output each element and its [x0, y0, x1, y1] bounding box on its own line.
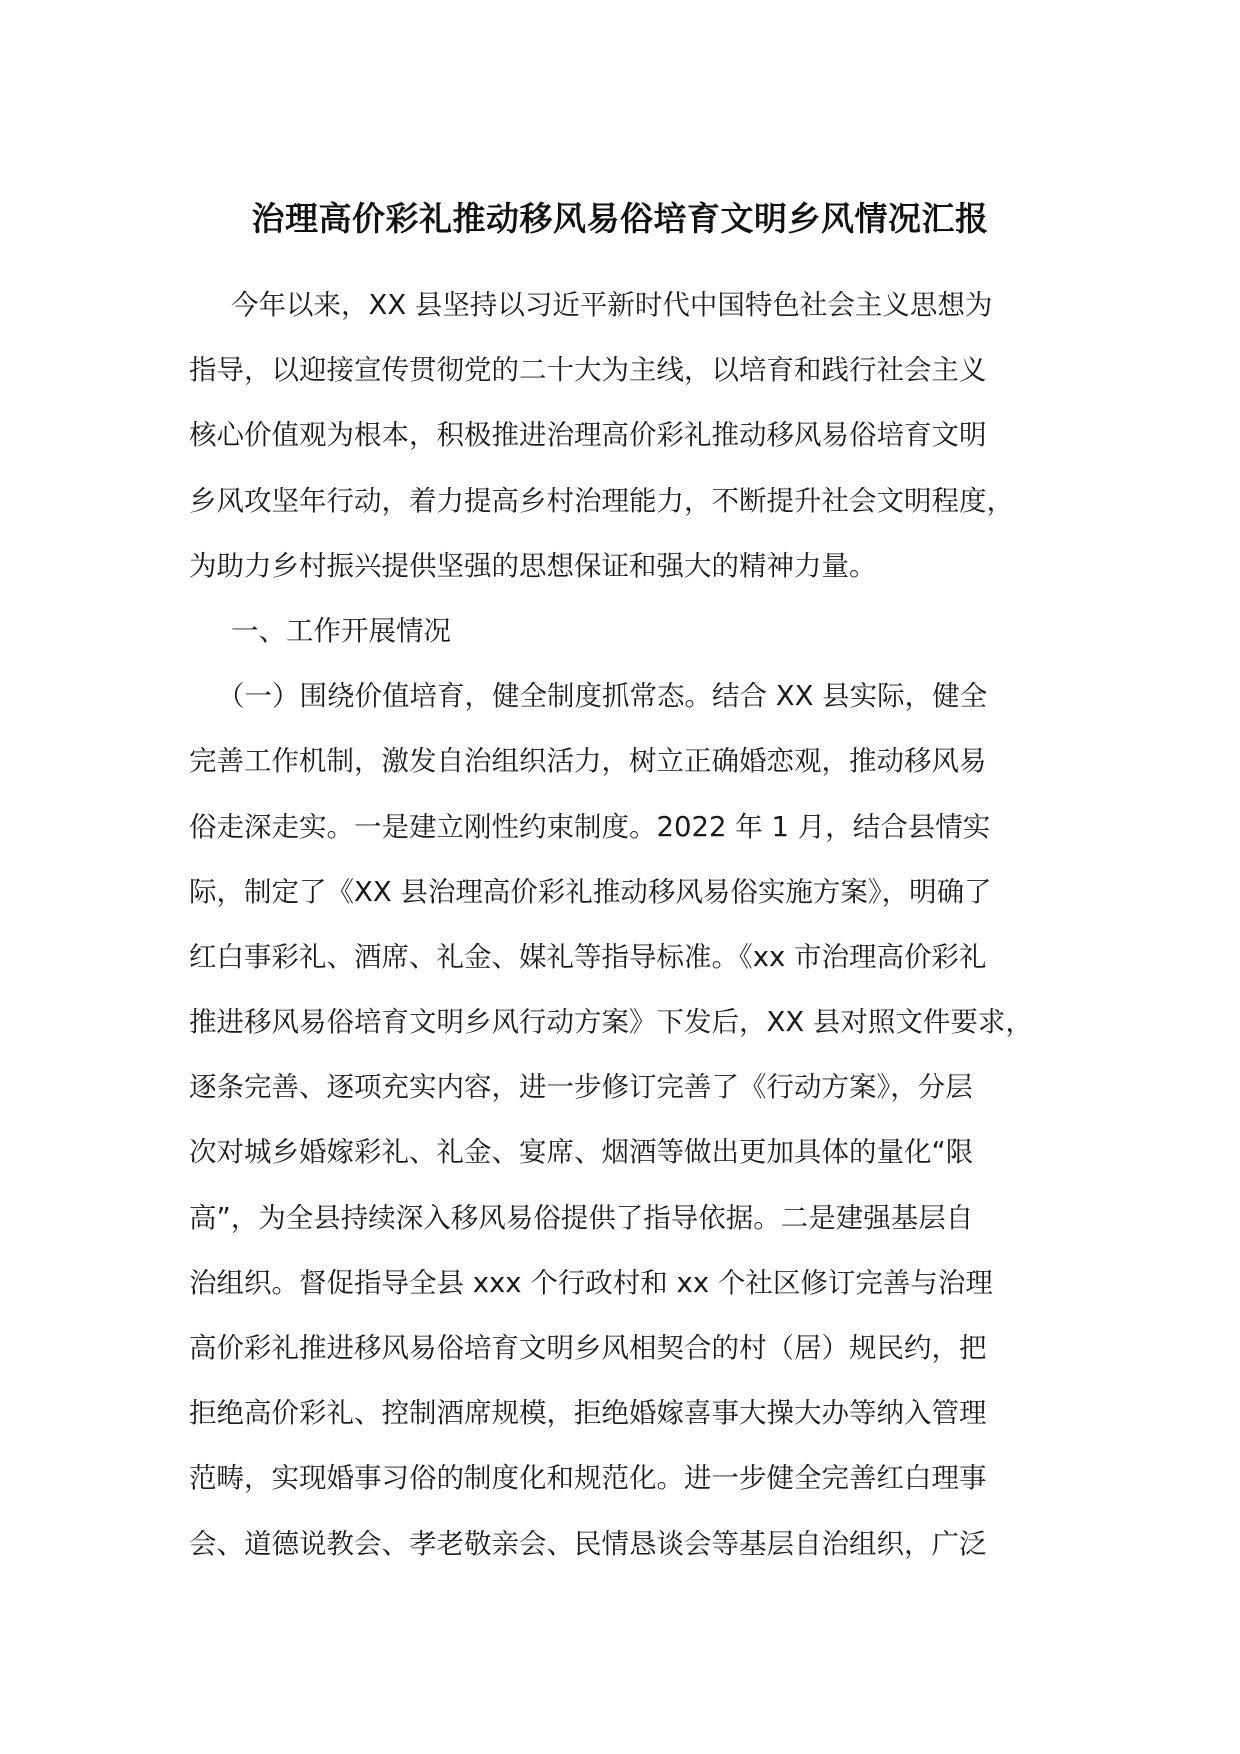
section-heading: 一、工作开展情况	[231, 614, 451, 647]
body-line: 高”，为全县持续深入移风易俗提供了指导依据。二是建强基层自	[189, 1201, 974, 1234]
body-line: 次对城乡婚嫁彩礼、礼金、宴席、烟酒等做出更加具体的量化“限	[189, 1136, 974, 1169]
body-line: 推进移风易俗培育文明乡风行动方案》下发后，XX 县对照文件要求，	[189, 1006, 1033, 1039]
body-line: 逐条完善、逐项充实内容，进一步修订完善了《行动方案》，分层	[189, 1071, 973, 1104]
document-body	[189, 280, 1049, 1584]
body-line: 范畴，实现婚事习俗的制度化和规范化。进一步健全完善红白理事	[189, 1462, 987, 1495]
body-line: 治组织。督促指导全县 xxx 个行政村和 xx 个社区修订完善与治理	[189, 1266, 993, 1299]
body-line: 际，制定了《XX 县治理高价彩礼推动移风易俗实施方案》，明确了	[189, 875, 992, 908]
body-line: 完善工作机制，激发自治组织活力，树立正确婚恋观，推动移风易	[189, 745, 987, 778]
body-line: 乡风攻坚年行动，着力提高乡村治理能力，不断提升社会文明程度，	[189, 484, 1014, 517]
body-line: 指导，以迎接宣传贯彻党的二十大为主线，以培育和践行社会主义	[189, 354, 987, 387]
body-line: 今年以来，XX 县坚持以习近平新时代中国特色社会主义思想为	[231, 289, 993, 321]
body-line: 为助力乡村振兴提供坚强的思想保证和强大的精神力量。	[189, 549, 877, 582]
body-line: 俗走深走实。一是建立刚性约束制度。2022 年 1 月，结合县情实	[189, 810, 991, 843]
body-line: 红白事彩礼、酒席、礼金、媒礼等指导标准。《xx 市治理高价彩礼	[189, 940, 987, 973]
document-title: 治理高价彩礼推动移风易俗培育文明乡风情况汇报	[251, 199, 989, 238]
body-line: 核心价值观为根本，积极推进治理高价彩礼推动移风易俗培育文明	[189, 419, 987, 452]
body-line: 会、道德说教会、孝老敬亲会、民情恳谈会等基层自治组织，广泛	[189, 1527, 987, 1560]
body-line: 高价彩礼推进移风易俗培育文明乡风相契合的村（居）规民约，把	[189, 1332, 987, 1364]
body-line: （一）围绕价值培育，健全制度抓常态。结合 XX 县实际，健全	[217, 680, 988, 713]
body-line: 拒绝高价彩礼、控制酒席规模，拒绝婚嫁喜事大操大办等纳入管理	[189, 1397, 987, 1430]
